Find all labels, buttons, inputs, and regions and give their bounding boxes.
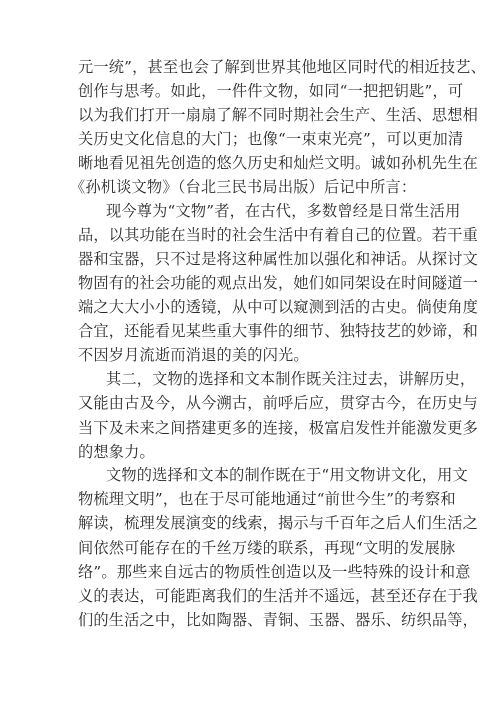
text-line: 《孙机谈文物》（台北三民书局出版）后记中所言： bbox=[70, 178, 417, 196]
text-line: 间依然可能存在的千丝万缕的联系，再现“文明的发展脉 bbox=[78, 539, 456, 557]
text-line: 们的生活之中，比如陶器、青铜、玉器、器乐、纺织品等， bbox=[78, 611, 479, 629]
text-line: 现今尊为“文物”者，在古代，多数曾经是日常生活用 bbox=[106, 202, 461, 220]
text-line: 端之大大小小的透镜，从中可以窥测到活的古史。倘使角度 bbox=[78, 298, 479, 316]
text-line: 不因岁月流逝而消退的美的闪光。 bbox=[78, 346, 309, 364]
text-line: 器和宝器，只不过是将这种属性加以强化和神话。从探讨文 bbox=[78, 250, 479, 268]
text-line: 络”。那些来自远古的物质性创造以及一些特殊的设计和意 bbox=[78, 563, 471, 581]
text-line: 元一统”，甚至也会了解到世界其他地区同时代的相近技艺、 bbox=[78, 58, 487, 76]
text-line: 物梳理文明”，也在于尽可能地通过“前世今生”的考察和 bbox=[78, 490, 456, 508]
text-line: 又能由古及今，从今溯古，前呼后应，贯穿古今，在历史与 bbox=[78, 394, 479, 412]
text-line: 晰地看见祖先创造的悠久历史和灿烂文明。诚如孙机先生在 bbox=[78, 154, 479, 172]
text-line: 品，以其功能在当时的社会生活中有着自己的位置。若干重 bbox=[78, 226, 479, 244]
text-line: 以为我们打开一扇扇了解不同时期社会生产、生活、思想相 bbox=[78, 106, 479, 124]
text-line: 关历史文化信息的大门；也像“一束束光亮”，可以更加清 bbox=[78, 130, 464, 148]
text-line: 义的表达，可能距离我们的生活并不遥远，甚至还存在于我 bbox=[78, 587, 479, 605]
text-line: 当下及未来之间搭建更多的连接，极富启发性并能激发更多 bbox=[78, 419, 479, 437]
text-line: 的想象力。 bbox=[78, 443, 155, 461]
text-line: 创作与思考。如此，一件件文物，如同“一把把钥匙”，可 bbox=[78, 82, 464, 100]
text-line: 合宜，还能看见某些重大事件的细节、独特技艺的妙谛，和 bbox=[78, 322, 479, 340]
text-line: 解读，梳理发展演变的线索，揭示与千百年之后人们生活之 bbox=[78, 514, 479, 532]
text-line: 文物的选择和文本的制作既在于“用文物讲文化，用文 bbox=[106, 466, 468, 484]
text-line: 物固有的社会功能的观点出发，她们如同架设在时间隧道一 bbox=[78, 274, 479, 292]
text-line: 其二，文物的选择和文本制作既关注过去，讲解历史， bbox=[106, 370, 476, 388]
